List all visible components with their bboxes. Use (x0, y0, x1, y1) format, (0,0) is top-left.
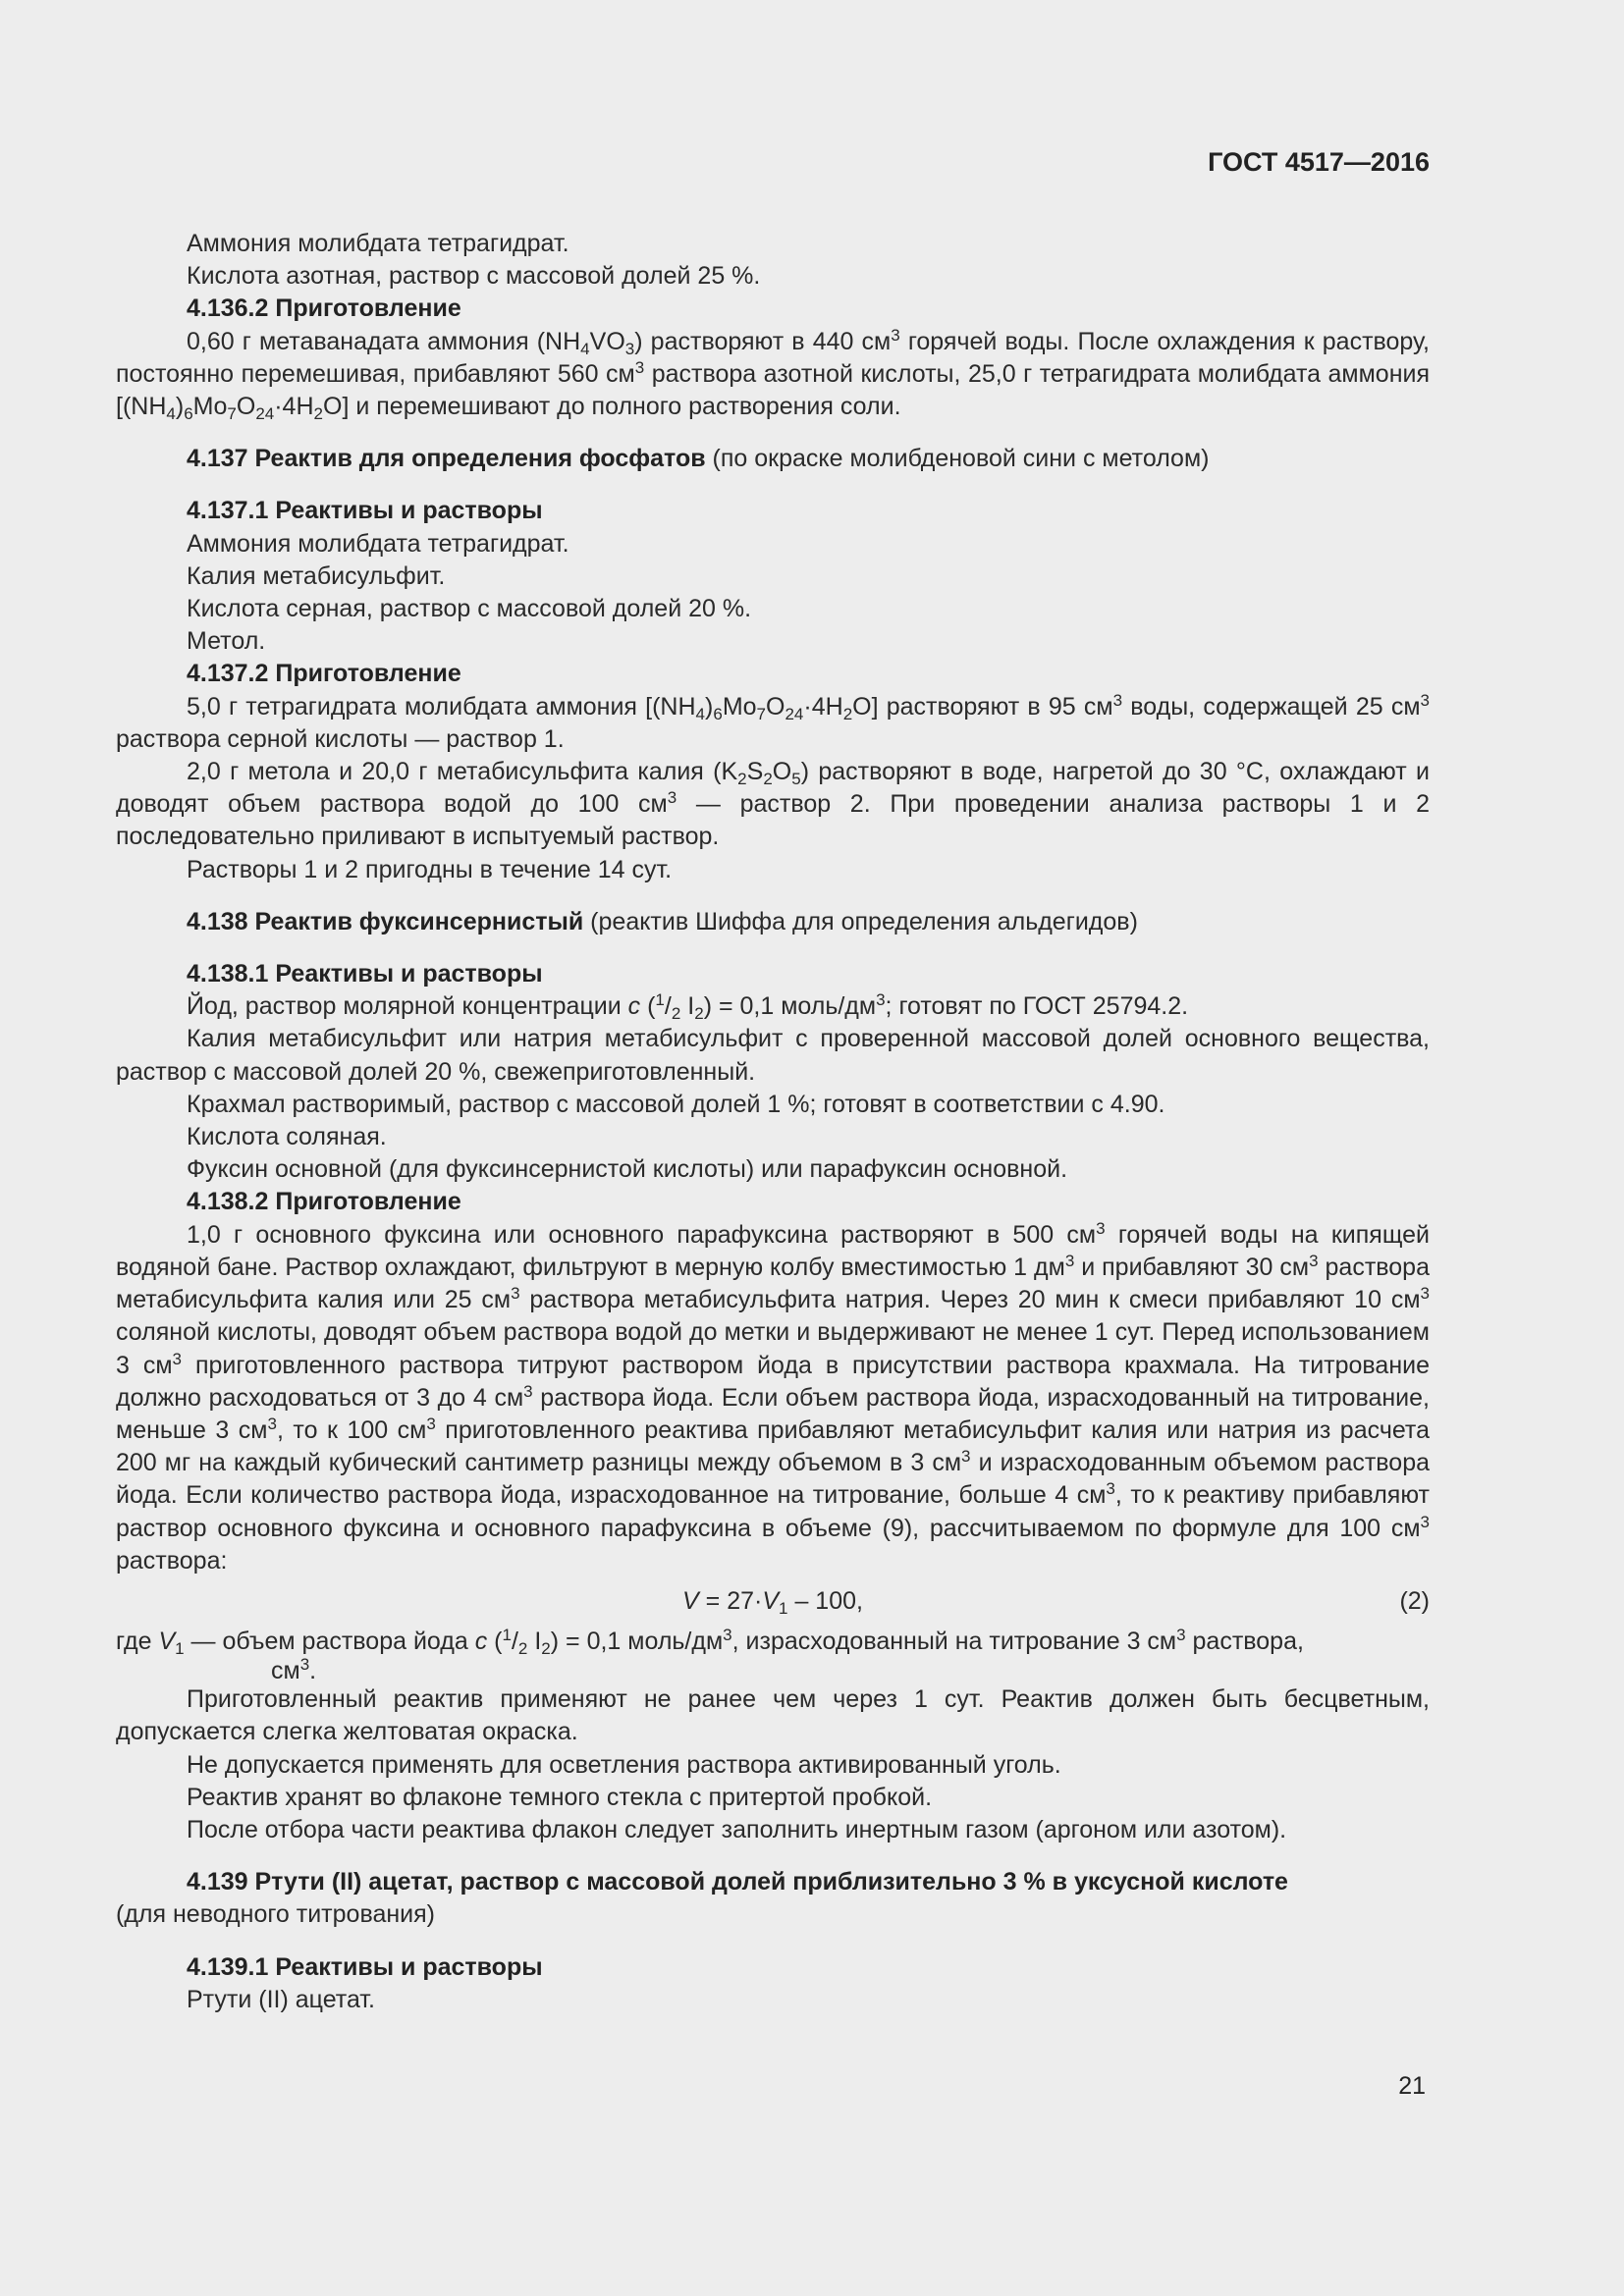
document-body (116, 228, 1430, 2016)
text-line: Не допускается применять для осветления раствора активированный уголь. (187, 1750, 1061, 1779)
formula-explanation: где $V_1$ — объем раствора йода c ($^1/_2$ $I_2) = 0,1$ моль/$дм^3$, израсходованный на титрование 3 $см^3$ раствора, (116, 1625, 1304, 1658)
section-heading: 4.137.2 Приготовление (187, 660, 461, 688)
text-line: Фуксин основной (для фуксинсернистой кислоты) или парафуксин основной. (187, 1155, 1068, 1184)
text-line: Кислота азотная, раствор с массовой долей 25 %. (187, 262, 761, 291)
section-heading: 4.139 Ртути (II) ацетат, раствор с массовой долей приблизительно 3 % в уксусной кислоте (для неводного титрования) (116, 1868, 1288, 1929)
paragraph: Приготовленный реактив применяют не ранее чем через 1 сут. Реактив должен быть бесцветным, допускается слегка желтоватая окраска. (116, 1685, 1430, 1746)
section-heading: 4.139.1 Реактивы и растворы (187, 1952, 543, 1981)
text-line: Метол. (187, 627, 266, 656)
text-line: Растворы 1 и 2 пригодны в течение 14 сут. (187, 855, 673, 883)
formula-explanation-cont: $см^3$. (271, 1655, 317, 1685)
text-line: Калия метабисульфит. (187, 561, 446, 590)
text-line: Ртути (II) ацетат. (187, 1985, 375, 2013)
text-line: Аммония молибдата тетрагидрат. (187, 230, 569, 257)
section-heading: 4.138.1 Реактивы и растворы (187, 960, 543, 988)
formula-expression: $V = 27\cdot V_1 - 100$, (682, 1586, 863, 1618)
text-line: После отбора части реактива флакон следует заполнить инертным газом (аргоном или азотом). (187, 1815, 1287, 1843)
text-line: Реактив хранят во флаконе темного стекла с притертой пробкой. (187, 1783, 933, 1811)
paragraph: Калия метабисульфит или натрия метабисульфит с проверенной массовой долей основного вещества, раствор с массовой долей 20 %, свежеприготовленный. (116, 1025, 1430, 1086)
formula-number: (2) (1399, 1586, 1430, 1615)
section-heading: 4.137 Реактив для определения фосфатов (по окраске молибденовой сини с метолом) (187, 445, 1210, 473)
paragraph: 0,60 г метаванадата аммония $(NH_4VO_3)$ растворяют в 440 $см^3$ горячей воды. После охлаждения к раствору, постоянно перемешивая, прибавляют 560 $см^3$ раствора азотной кислоты, 25,0 г тетрагидрата молибдата аммония $[(NH_4)_6Mo_7O_{24}\cdot 4H_2O]$ и перемешивают до полного растворения соли. (116, 325, 1431, 424)
page-number: 21 (1398, 2072, 1426, 2100)
text-line: Аммония молибдата тетрагидрат. (187, 529, 569, 558)
section-heading: 4.136.2 Приготовление (187, 294, 461, 323)
document-header: ГОСТ 4517—2016 (1208, 147, 1430, 177)
text-line: Кислота серная, раствор с массовой долей 20 %. (187, 595, 752, 623)
section-heading: 4.138 Реактив фуксинсернистый (реактив Шиффа для определения альдегидов) (187, 907, 1138, 935)
text-line: Кислота соляная. (187, 1123, 387, 1151)
section-heading: 4.138.2 Приготовление (187, 1188, 461, 1216)
text-line: Йод, раствор молярной концентрации c ($^1/_2$ $I_2) = 0,1$ моль/$дм^3$; готовят по ГОСТ 25794.2. (187, 990, 1189, 1024)
text-line: Крахмал растворимый, раствор с массовой долей 1 %; готовят в соответствии с 4.90. (187, 1090, 1165, 1118)
paragraph: 5,0 г тетрагидрата молибдата аммония $[(NH_4)_6Mo_7O_{24}\cdot 4H_2O]$ растворяют в 95 $см^3$ воды, содержащей 25 $см^3$ раствора серной кислоты — раствор 1. (116, 690, 1430, 753)
paragraph: 2,0 г метола и 20,0 г метабисульфита калия $(K_2S_2O_5)$ растворяют в воде, нагретой до 30 °С, охлаждают и доводят объем раствора водой до 100 $см^3$ — раствор 2. При проведении анализа растворы 1 и 2 последовательно приливают в испытуемый раствор. (116, 758, 1430, 851)
formula (116, 1585, 1430, 1618)
paragraph: 1,0 г основного фуксина или основного парафуксина растворяют в 500 $см^3$ горячей воды на кипящей водяной бане. Раствор охлаждают, фильтруют в мерную колбу вместимостью 1 $дм^3$ и прибавляют 30 $см^3$ раствора метабисульфита калия или 25 $см^3$ раствора метабисульфита натрия. Через 20 мин к смеси прибавляют 10 $см^3$ соляной кислоты, доводят объем раствора водой до метки и выдерживают не менее 1 сут. Перед использованием 3 $см^3$ приготовленного раствора титруют раствором йода в присутствии раствора крахмала. На титрование должно расходоваться от 3 до 4 $см^3$ раствора йода. Если объем раствора йода, израсходованный на титрование, меньше 3 $см^3$, то к 100 $см^3$ приготовленного реактива прибавляют метабисульфит калия или натрия из расчета 200 мг на каждый кубический сантиметр разницы между объемом в 3 $см^3$ и израсходованным объемом раствора йода. Если количество раствора йода, израсходованное на титрование, больше 4 $см^3$, то к реактиву прибавляют раствор основного фуксина и основного парафуксина в объеме (9), рассчитываемом по формуле для 100 $см^3$ раствора: (116, 1218, 1431, 1575)
section-heading: 4.137.1 Реактивы и растворы (187, 497, 543, 525)
